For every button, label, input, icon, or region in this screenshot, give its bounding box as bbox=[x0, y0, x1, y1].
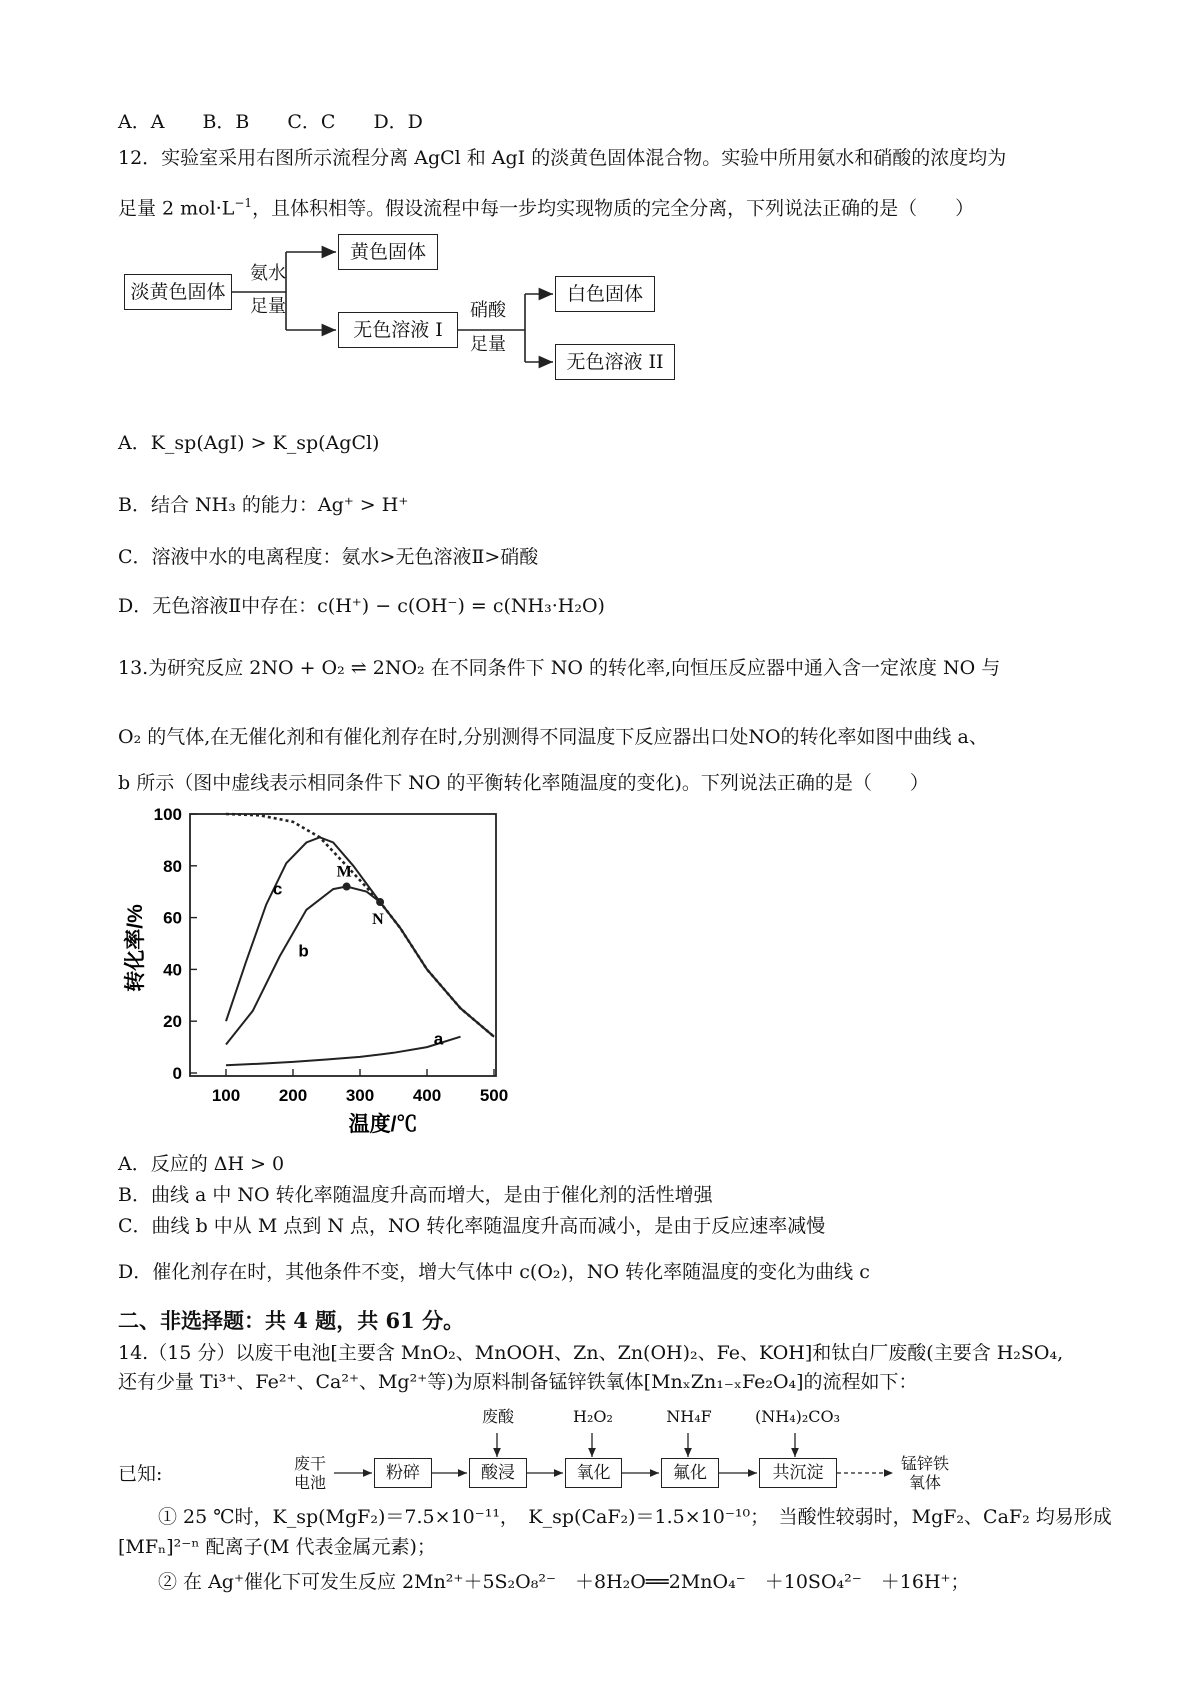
y-tick-label: 100 bbox=[153, 805, 182, 824]
q12-stem-line1: 12．实验室采用右图所示流程分离 AgCl 和 AgI 的淡黄色固体混合物。实验中所用氨水和硝酸的浓度均为 bbox=[118, 147, 1007, 169]
q12-option-a: A．K_sp(AgI) > K_sp(AgCl) bbox=[118, 432, 380, 454]
q14-note1a: ① 25 ℃时，K_sp(MgF₂)＝7.5×10⁻¹¹， K_sp(CaF₂)＝1.5×10⁻¹⁰； 当酸性较弱时，MgF₂、CaF₂ 均易形成 bbox=[158, 1506, 1112, 1528]
y-axis-label: 转化率/% bbox=[124, 904, 147, 992]
point-label-M: M bbox=[336, 863, 352, 881]
step-acid-leach: 酸浸 bbox=[469, 1458, 527, 1488]
flow-reagent2-a: 硝酸 bbox=[470, 300, 506, 321]
q11-options: A．A B．B C．C D．D bbox=[118, 111, 423, 133]
series-line-c bbox=[226, 837, 494, 1036]
flow-box-start: 淡黄色固体 bbox=[124, 274, 232, 310]
x-tick-label: 100 bbox=[211, 1086, 241, 1105]
q13-option-a: A．反应的 ΔH > 0 bbox=[118, 1153, 285, 1175]
reagent-nh4-2co3: (NH₄)₂CO₃ bbox=[755, 1407, 841, 1426]
q13-line1: 13.为研究反应 2NO + O₂ ⇌ 2NO₂ 在不同条件下 NO 的转化率,向恒压反应器中通入含一定浓度 NO 与 bbox=[118, 657, 1001, 679]
series-label-a: a bbox=[433, 1029, 444, 1049]
x-axis-label: 温度/℃ bbox=[348, 1113, 418, 1136]
reagent-nh4f: NH₄F bbox=[666, 1407, 712, 1426]
y-tick-label: 80 bbox=[163, 856, 182, 876]
y-tick-label: 0 bbox=[172, 1064, 182, 1083]
q12-stem2-sup: −1 bbox=[234, 196, 253, 210]
flow-box-solution-2: 无色溶液 II bbox=[555, 344, 675, 380]
series-label-b: b bbox=[298, 941, 309, 961]
series-line-equilibrium bbox=[226, 814, 494, 1037]
known-label: 已知: bbox=[118, 1463, 163, 1485]
flow-reagent1-b: 足量 bbox=[250, 296, 286, 317]
flow-reagent2-b: 足量 bbox=[470, 334, 506, 355]
q13-line3: b 所示（图中虚线表示相同条件下 NO 的平衡转化率随温度的变化)。下列说法正确的是（ ） bbox=[118, 772, 929, 794]
q14-note1b: [MFₙ]²⁻ⁿ 配离子(M 代表金属元素)； bbox=[118, 1536, 436, 1558]
step-crush: 粉碎 bbox=[374, 1458, 432, 1488]
flow-end-a: 锰锌铁 bbox=[900, 1454, 949, 1473]
reagent-h2o2: H₂O₂ bbox=[573, 1407, 613, 1426]
x-tick-label: 400 bbox=[412, 1086, 442, 1105]
point-M bbox=[343, 883, 351, 891]
y-tick-label: 60 bbox=[163, 908, 182, 928]
x-tick-label: 500 bbox=[479, 1086, 509, 1105]
series-line-b bbox=[226, 887, 494, 1045]
flow-reagent1-a: 氨水 bbox=[250, 263, 286, 284]
flow-box-yellow-solid: 黄色固体 bbox=[338, 234, 438, 270]
step-oxidize: 氧化 bbox=[565, 1458, 622, 1488]
q12-stem2-a: 足量 2 mol·L bbox=[118, 197, 235, 220]
q14-note2: ② 在 Ag⁺催化下可发生反应 2Mn²⁺＋5S₂O₈²⁻ ＋8H₂O══2MnO₄⁻ ＋10SO₄²⁻ ＋16H⁺； bbox=[158, 1571, 970, 1593]
reagent-waste-acid: 废酸 bbox=[481, 1407, 514, 1426]
q13-option-b: B．曲线 a 中 NO 转化率随温度升高而增大，是由于催化剂的活性增强 bbox=[118, 1184, 713, 1206]
section-2-heading: 二、非选择题：共 4 题，共 61 分。 bbox=[118, 1308, 465, 1333]
step-coprecipitate: 共沉淀 bbox=[759, 1458, 837, 1488]
point-label-N: N bbox=[372, 911, 384, 929]
q12-option-d: D．无色溶液Ⅱ中存在：c(H⁺) − c(OH⁻) = c(NH₃·H₂O) bbox=[118, 595, 605, 617]
q13-option-d: D．催化剂存在时，其他条件不变，增大气体中 c(O₂)，NO 转化率随温度的变化为曲线 c bbox=[118, 1261, 870, 1283]
q12-option-b: B．结合 NH₃ 的能力：Ag⁺ > H⁺ bbox=[118, 494, 409, 516]
step-fluorinate: 氟化 bbox=[661, 1458, 719, 1488]
q12-stem2-b: ，且体积相等。假设流程中每一步均实现物质的完全分离，下列说法正确的是（ ） bbox=[252, 197, 975, 220]
q14-line1: 14.（15 分）以废干电池[主要含 MnO₂、MnOOH、Zn、Zn(OH)₂、Fe、KOH]和钛白厂废酸(主要含 H₂SO₄, bbox=[118, 1342, 1064, 1364]
series-label-c: c bbox=[272, 879, 283, 899]
y-tick-label: 40 bbox=[163, 960, 182, 980]
flow-start-b: 电池 bbox=[293, 1473, 326, 1492]
q13-option-c: C．曲线 b 中从 M 点到 N 点，NO 转化率随温度升高而减小，是由于反应速率减慢 bbox=[118, 1215, 826, 1237]
q12-option-c: C．溶液中水的电离程度：氨水>无色溶液Ⅱ>硝酸 bbox=[118, 546, 539, 568]
point-N bbox=[376, 898, 384, 906]
flow-box-white-solid: 白色固体 bbox=[555, 276, 655, 312]
series-line-a bbox=[226, 1037, 461, 1066]
flow-start-a: 废干 bbox=[293, 1454, 326, 1473]
q14-line2: 还有少量 Ti³⁺、Fe²⁺、Ca²⁺、Mg²⁺等)为原料制备锰锌铁氧体[MnₓZn₁₋ₓFe₂O₄]的流程如下： bbox=[118, 1371, 918, 1393]
flow-box-solution-1: 无色溶液 I bbox=[338, 312, 458, 348]
x-tick-label: 200 bbox=[278, 1086, 308, 1105]
y-tick-label: 20 bbox=[163, 1012, 182, 1032]
x-tick-label: 300 bbox=[345, 1086, 375, 1105]
flow-end-b: 氧体 bbox=[908, 1473, 941, 1492]
q13-line2: O₂ 的气体,在无催化剂和有催化剂存在时,分别测得不同温度下反应器出口处NO的转化率如图中曲线 a、 bbox=[118, 726, 988, 748]
